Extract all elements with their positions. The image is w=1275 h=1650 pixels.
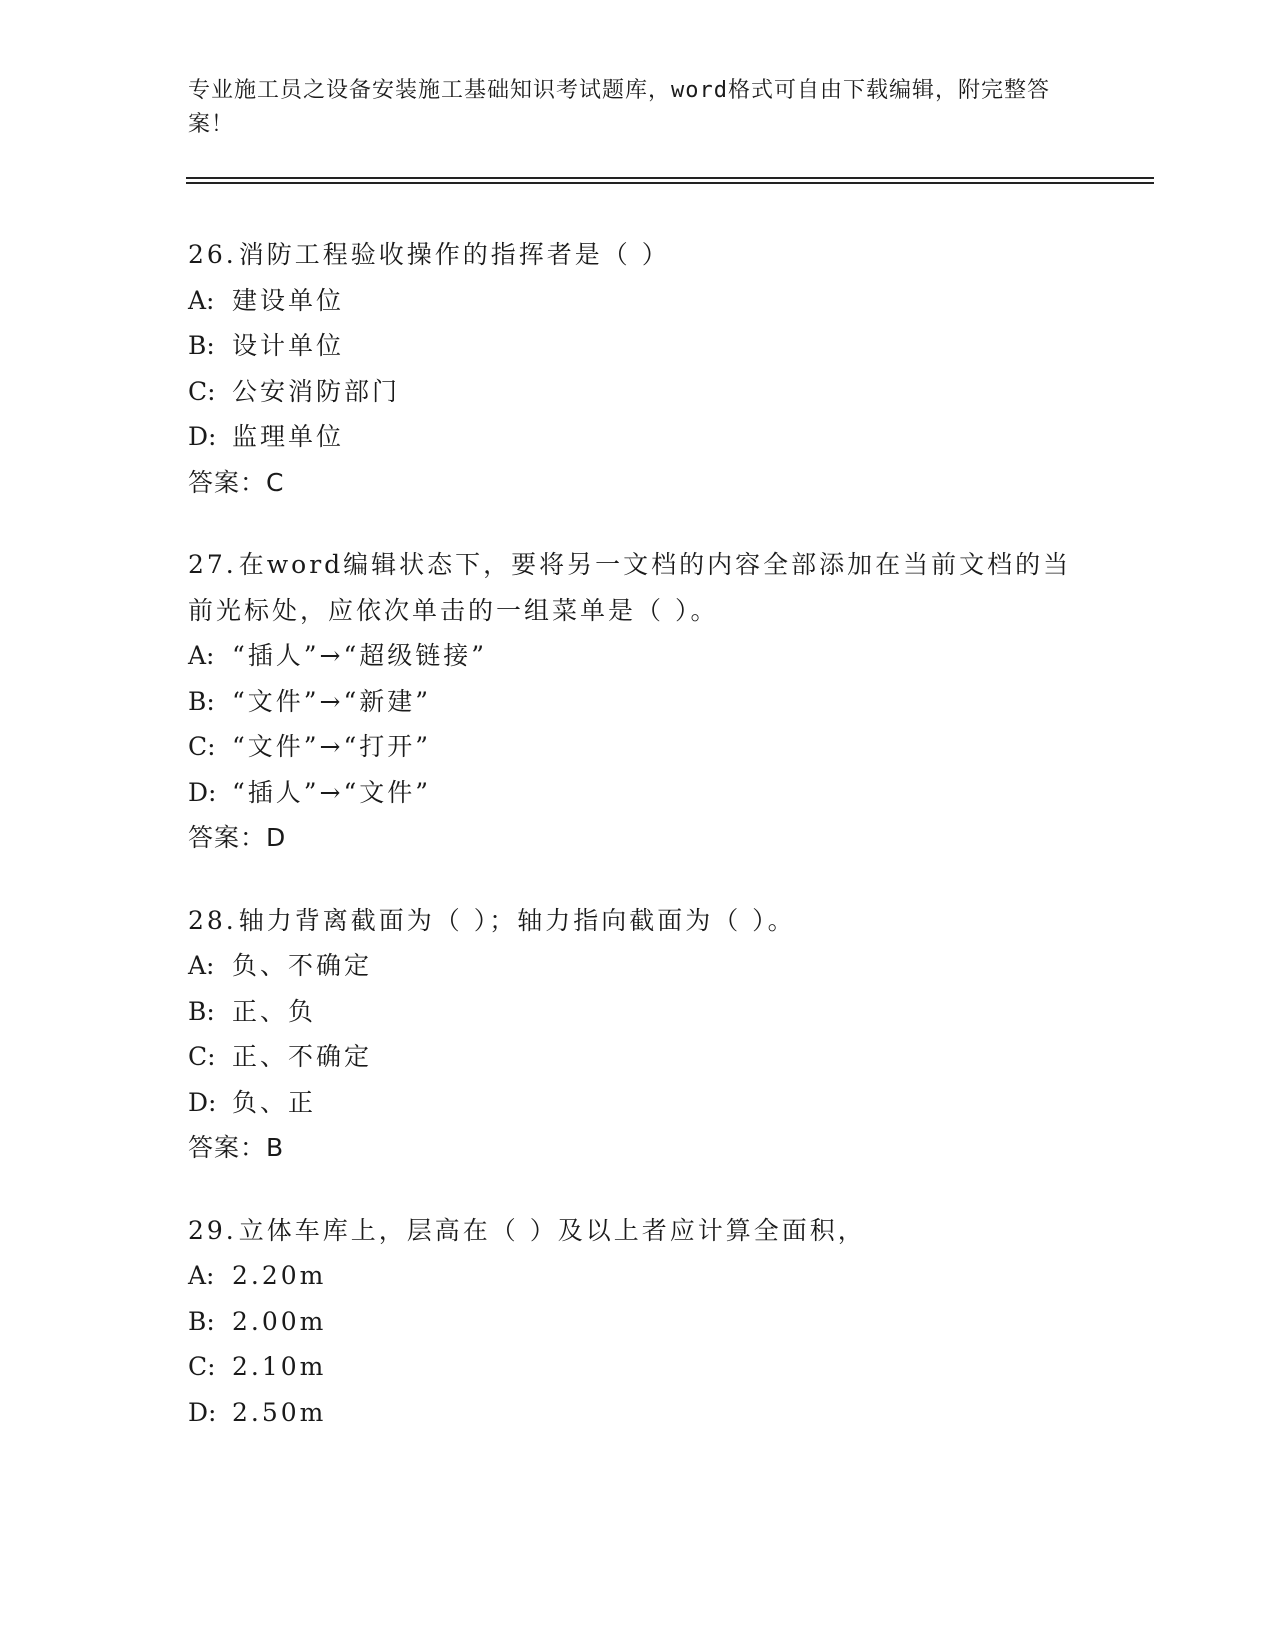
option-d <box>188 1080 1088 1126</box>
option-letter: B: <box>188 1306 215 1336</box>
question-text: 消防工程验收操作的指挥者是（ ） <box>238 240 670 269</box>
option-letter: D: <box>188 1397 217 1427</box>
option-a <box>188 633 1088 679</box>
option-b <box>188 989 1088 1035</box>
option-text: “文件”→“打开” <box>232 732 432 761</box>
option-text: 正、负 <box>232 996 317 1026</box>
question-number: 28. <box>188 905 237 935</box>
question-stem <box>188 1208 1088 1254</box>
option-text: 负、不确定 <box>232 951 373 980</box>
option-text: “文件”→“新建” <box>232 686 432 716</box>
question-29 <box>188 1208 1088 1436</box>
option-text: 2.20m <box>232 1261 327 1290</box>
option-a <box>188 1253 1088 1299</box>
option-text: 2.10m <box>232 1352 327 1381</box>
option-b <box>188 323 1088 369</box>
question-number: 27. <box>188 550 237 579</box>
option-c <box>188 369 1088 415</box>
option-c <box>188 1344 1088 1390</box>
question-text: 在word编辑状态下，要将另一文档的内容全部添加在当前文档的当前光标处，应依次单击的一组菜单是（ ）。 <box>188 550 1072 625</box>
option-letter: B: <box>188 686 215 716</box>
option-c <box>188 1034 1088 1080</box>
question-text: 轴力背离截面为（ ）；轴力指向截面为（ ）。 <box>238 905 796 935</box>
option-text: “插人”→“文件” <box>232 777 432 807</box>
option-a <box>188 943 1088 989</box>
option-letter: A: <box>188 285 215 315</box>
question-26 <box>188 232 1088 505</box>
answer-line: 答案：B <box>188 1133 285 1162</box>
question-28 <box>188 898 1088 1171</box>
header-divider-top <box>186 177 1154 179</box>
question-list <box>188 232 1088 1472</box>
option-text: 2.50m <box>232 1397 327 1427</box>
option-d <box>188 1390 1088 1436</box>
question-number: 26. <box>188 240 237 269</box>
question-number: 29. <box>188 1215 237 1245</box>
option-letter: A: <box>188 951 215 980</box>
header-divider-bottom <box>186 182 1154 184</box>
option-b <box>188 679 1088 725</box>
option-c <box>188 724 1088 770</box>
option-letter: C: <box>188 1042 216 1071</box>
option-text: 监理单位 <box>232 422 345 451</box>
option-letter: B: <box>188 996 215 1026</box>
option-text: 建设单位 <box>232 285 345 315</box>
option-d <box>188 414 1088 460</box>
question-text: 立体车库上，层高在（ ）及以上者应计算全面积， <box>238 1215 866 1245</box>
option-text: 负、正 <box>232 1087 317 1117</box>
option-letter: D: <box>188 777 217 807</box>
option-text: 公安消防部门 <box>232 376 401 406</box>
option-d <box>188 770 1088 816</box>
option-text: 设计单位 <box>232 331 345 360</box>
question-stem <box>188 542 1088 633</box>
document-header: 专业施工员之设备安装施工基础知识考试题库，word格式可自由下载编辑，附完整答案！ <box>188 78 1050 137</box>
option-letter: A: <box>188 1261 215 1290</box>
option-text: 正、不确定 <box>232 1042 373 1071</box>
option-letter: C: <box>188 376 216 406</box>
option-letter: D: <box>188 422 217 451</box>
answer-line: 答案：D <box>188 823 287 852</box>
option-text: 2.00m <box>232 1306 327 1336</box>
option-letter: C: <box>188 732 216 761</box>
answer-line: 答案：C <box>188 467 285 497</box>
option-letter: A: <box>188 641 215 670</box>
option-b <box>188 1299 1088 1345</box>
option-text: “插人”→“超级链接” <box>232 641 488 670</box>
option-a <box>188 278 1088 324</box>
question-stem <box>188 898 1088 944</box>
option-letter: C: <box>188 1352 216 1381</box>
option-letter: B: <box>188 331 215 360</box>
question-27 <box>188 542 1088 861</box>
option-letter: D: <box>188 1087 217 1117</box>
question-stem <box>188 232 1088 278</box>
